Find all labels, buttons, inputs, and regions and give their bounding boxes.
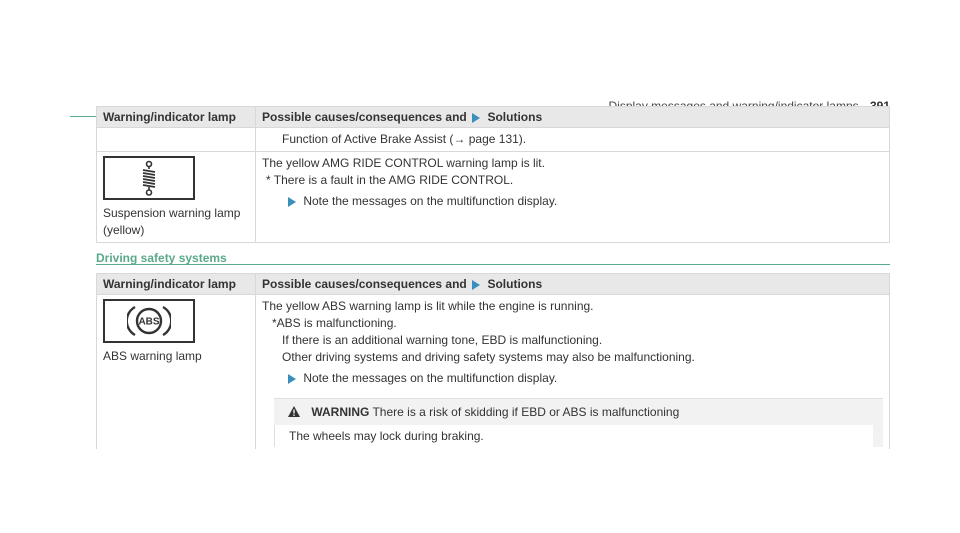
suspension-warning-icon — [103, 156, 195, 200]
warning-box — [274, 398, 883, 447]
solution-text: Note the messages on the multifunction display. — [303, 371, 558, 385]
solution-action — [262, 371, 883, 386]
warning-triangle-icon — [288, 406, 300, 417]
arrow-right-icon — [288, 374, 296, 384]
section-rule — [96, 264, 890, 265]
solution-action — [262, 194, 883, 209]
cause-text: The yellow ABS warning lamp is lit while the engine is running. — [262, 299, 594, 313]
lamp-label: ABS warning lamp — [103, 349, 202, 363]
warning-lamp-table-2 — [96, 273, 890, 449]
arrow-right-icon — [472, 113, 480, 123]
col-header-causes — [256, 274, 890, 295]
warning-lamp-table-1 — [96, 106, 890, 243]
section-title: Driving safety systems — [96, 251, 227, 265]
lamp-cell — [97, 295, 256, 450]
col-header-lamp: Warning/indicator lamp — [97, 107, 256, 128]
abs-icon-text: ABS — [138, 316, 160, 328]
cause-text-2: If there is an additional warning tone, EBD is malfunctioning. — [282, 333, 603, 347]
lamp-label-color: (yellow) — [103, 223, 145, 237]
lamp-cell-empty — [97, 128, 256, 152]
table-row — [97, 295, 890, 450]
col-header-solutions-text: Solutions — [487, 277, 543, 291]
lamp-cell — [97, 152, 256, 243]
cause-bullet: *ABS is malfunctioning. — [272, 316, 397, 330]
col-header-causes-text: Possible causes/consequences and — [262, 110, 467, 124]
table-row — [97, 152, 890, 243]
col-header-solutions-text: Solutions — [487, 110, 543, 124]
cause-text-3: Other driving systems and driving safety systems may also be malfunctioning. — [282, 350, 695, 364]
warning-heading — [288, 405, 873, 425]
warning-label: WARNING — [311, 405, 370, 419]
causes-cell — [256, 128, 890, 152]
cause-text: The yellow AMG RIDE CONTROL warning lamp is lit. — [262, 156, 545, 170]
table-row — [97, 128, 890, 152]
warning-subtext: The wheels may lock during braking. — [274, 425, 873, 447]
arrow-right-icon — [472, 280, 480, 290]
solution-text: Note the messages on the multifunction display. — [303, 194, 558, 208]
col-header-causes-text: Possible causes/consequences and — [262, 277, 467, 291]
arrow-right-icon — [288, 197, 296, 207]
col-header-lamp: Warning/indicator lamp — [97, 274, 256, 295]
warning-text: There is a risk of skidding if EBD or ABS is malfunctioning — [372, 405, 680, 419]
lamp-label: Suspension warning lamp — [103, 206, 241, 220]
causes-cell — [256, 152, 890, 243]
abs-warning-icon — [103, 299, 195, 343]
causes-cell — [256, 295, 890, 450]
abs-reference-text: Function of Active Brake Assist (→ page 131). — [282, 132, 527, 146]
col-header-causes — [256, 107, 890, 128]
cause-bullet: * There is a fault in the AMG RIDE CONTROL. — [266, 173, 514, 187]
